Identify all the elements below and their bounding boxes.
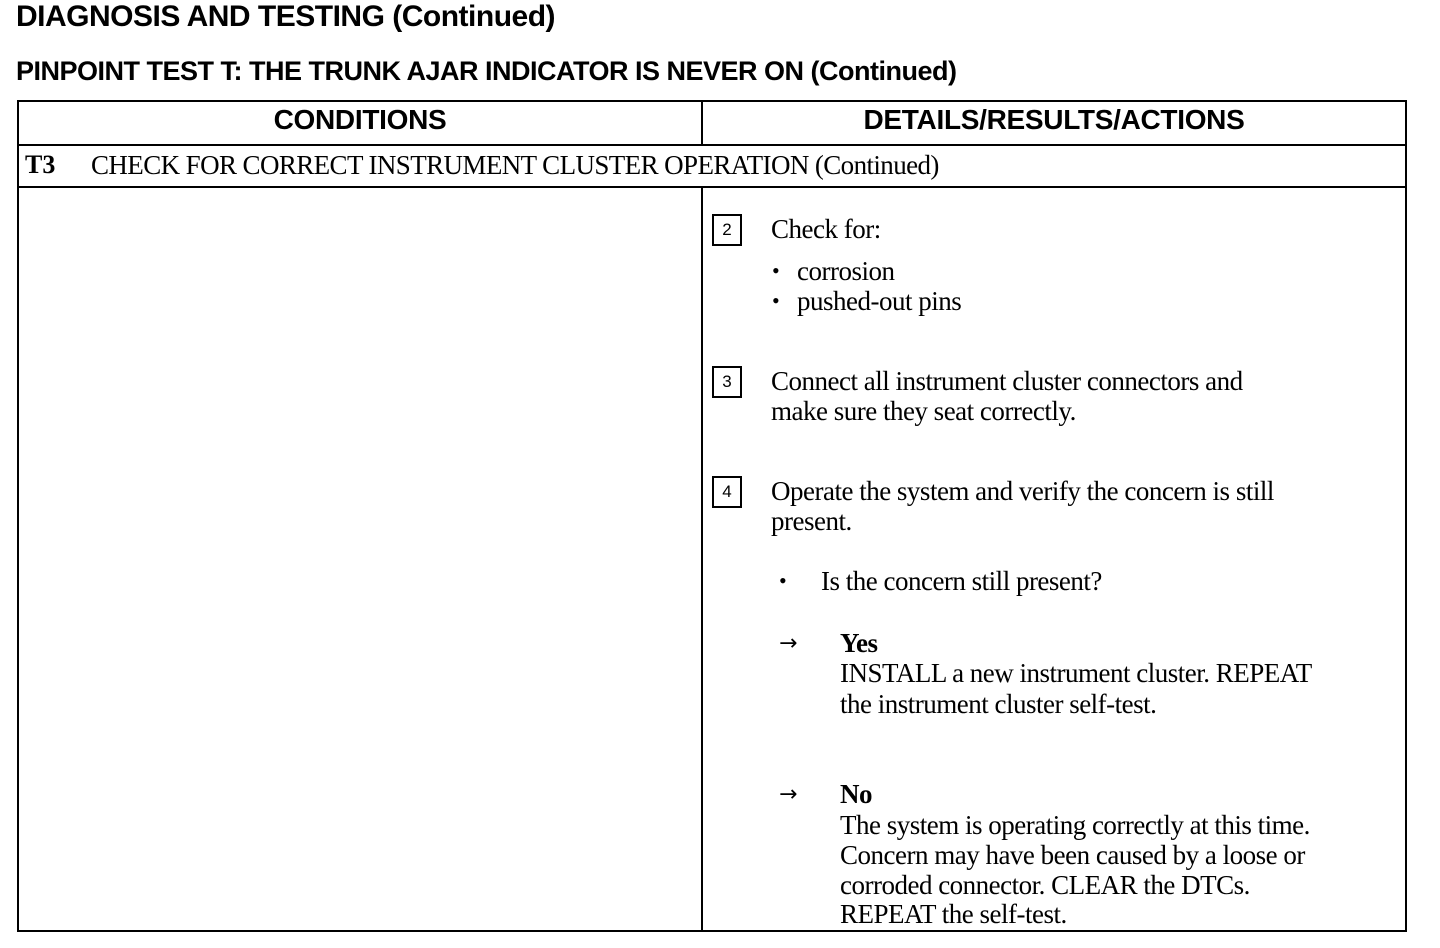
answer-no-line-2: Concern may have been caused by a loose or [840,840,1305,870]
pinpoint-table [17,100,1407,932]
substep-3-line-2: make sure they seat correctly. [771,396,1076,426]
substep-2-number: 2 [712,214,742,246]
page-header: DIAGNOSIS AND TESTING (Continued) [16,0,556,33]
conditions-column-header: CONDITIONS [273,104,447,135]
substep-4-line-2: present. [771,506,852,536]
step-id: T3 [25,150,56,179]
details-column-header: DETAILS/RESULTS/ACTIONS [863,104,1245,135]
column-divider [701,188,703,930]
answer-yes-label: Yes [840,628,878,658]
answer-yes-line-1: INSTALL a new instrument cluster. REPEAT [840,658,1312,688]
bullet-icon: • [772,258,780,283]
answer-no-line-3: corroded connector. CLEAR the DTCs. [840,870,1250,900]
answer-no-label: No [840,779,872,809]
arrow-right-icon: → [779,782,798,807]
step-title: CHECK FOR CORRECT INSTRUMENT CLUSTER OPERATION (Continued) [91,150,939,180]
question-text: Is the concern still present? [821,566,1102,596]
substep-2-text: Check for: [771,214,881,244]
substep-3-line-1: Connect all instrument cluster connectors and [771,366,1243,396]
arrow-right-icon: → [779,631,798,656]
step-row [19,146,1405,188]
substep-4-number: 4 [712,476,742,508]
substep-2-bullet-1: corrosion [797,256,895,286]
answer-no-line-1: The system is operating correctly at this time. [840,810,1310,840]
substep-3-number: 3 [712,366,742,398]
test-title: PINPOINT TEST T: THE TRUNK AJAR INDICATOR IS NEVER ON (Continued) [16,56,957,86]
substep-2-bullet-2: pushed-out pins [797,286,962,316]
bullet-icon: • [772,288,780,313]
answer-no-line-4: REPEAT the self-test. [840,899,1067,929]
bullet-icon: • [779,568,787,593]
answer-yes-line-2: the instrument cluster self-test. [840,689,1157,719]
substep-4-line-1: Operate the system and verify the concern is still [771,476,1274,506]
